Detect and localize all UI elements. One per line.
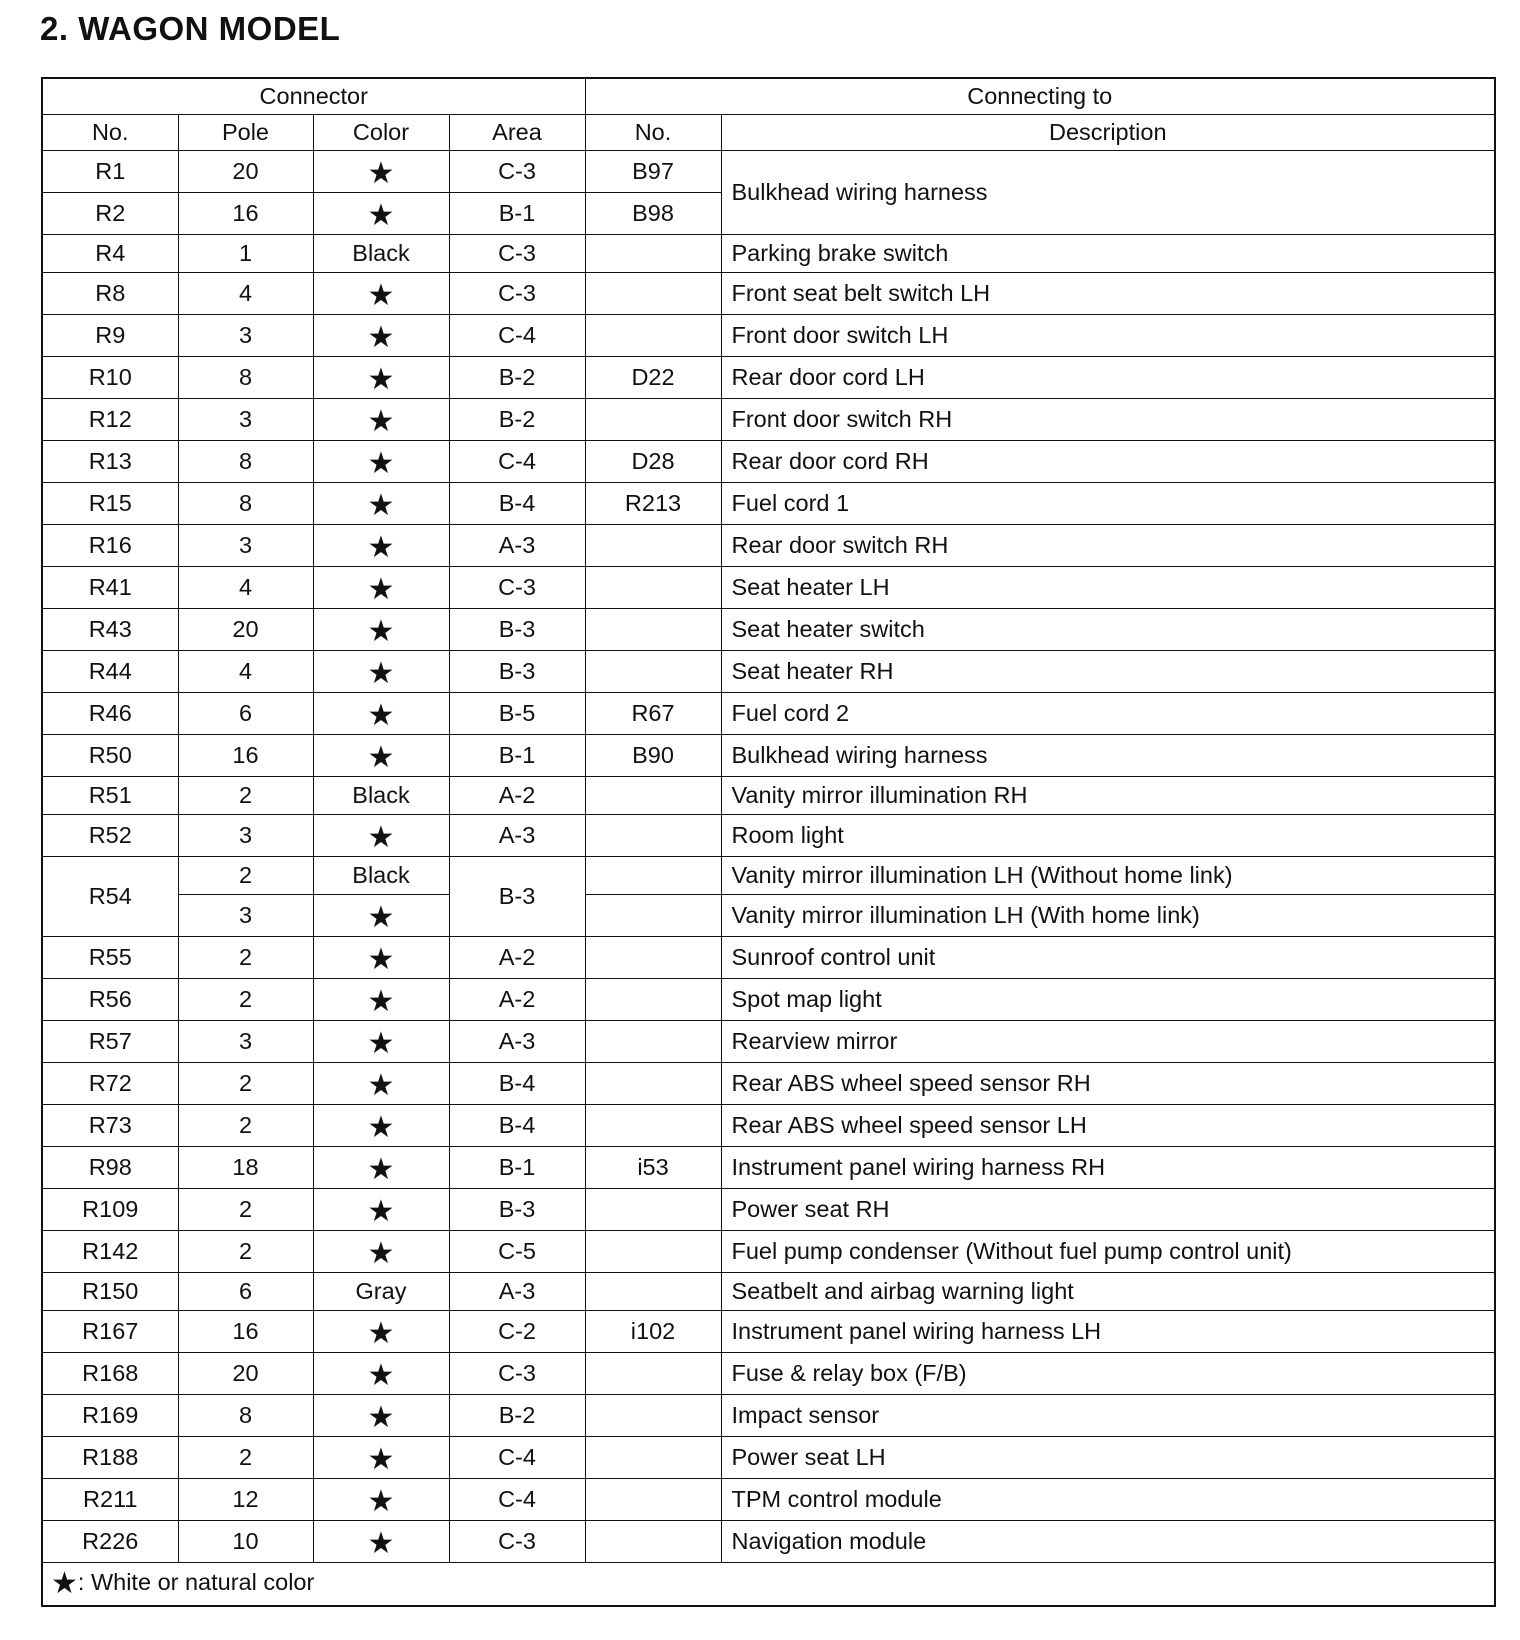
star-icon: ★: [313, 1188, 449, 1230]
table-row: [42, 1478, 1495, 1520]
cell-to-no: R67: [585, 692, 721, 734]
cell-to-no: [585, 1104, 721, 1146]
cell-area: C-4: [449, 1478, 585, 1520]
star-icon: ★: [313, 692, 449, 734]
cell-to-no: B98: [585, 192, 721, 234]
cell-description: Front door switch RH: [721, 398, 1495, 440]
cell-pole: 2: [178, 978, 313, 1020]
cell-no: R2: [42, 192, 178, 234]
cell-pole: 3: [178, 524, 313, 566]
cell-pole: 16: [178, 192, 313, 234]
cell-area: A-3: [449, 1020, 585, 1062]
cell-area: B-4: [449, 482, 585, 524]
cell-pole: 6: [178, 1272, 313, 1310]
table-row: [42, 814, 1495, 856]
cell-description: Seat heater switch: [721, 608, 1495, 650]
cell-area: B-2: [449, 398, 585, 440]
table-row: [42, 234, 1495, 272]
table-row: [42, 440, 1495, 482]
cell-no: R8: [42, 272, 178, 314]
cell-area: A-3: [449, 814, 585, 856]
cell-no: R168: [42, 1352, 178, 1394]
table-row: [42, 150, 1495, 192]
cell-description: Fuel pump condenser (Without fuel pump control unit): [721, 1230, 1495, 1272]
cell-pole: 3: [178, 894, 313, 936]
cell-pole: 12: [178, 1478, 313, 1520]
cell-to-no: [585, 1188, 721, 1230]
star-icon: ★: [313, 524, 449, 566]
cell-no: R188: [42, 1436, 178, 1478]
star-icon: ★: [313, 440, 449, 482]
header-area: Area: [449, 114, 585, 150]
footnote-text: : White or natural color: [77, 1569, 315, 1595]
star-icon: ★: [313, 1436, 449, 1478]
cell-no: R72: [42, 1062, 178, 1104]
cell-pole: 3: [178, 314, 313, 356]
star-icon: ★: [313, 482, 449, 524]
table-row: [42, 1020, 1495, 1062]
header-group-row: [42, 78, 1495, 114]
star-icon: ★: [313, 150, 449, 192]
footnote: [42, 1562, 1495, 1606]
cell-description: Seat heater LH: [721, 566, 1495, 608]
cell-to-no: [585, 1520, 721, 1562]
cell-description: Front door switch LH: [721, 314, 1495, 356]
cell-no: R211: [42, 1478, 178, 1520]
cell-area: B-1: [449, 192, 585, 234]
cell-area: C-5: [449, 1230, 585, 1272]
header-connecting-to: Connecting to: [585, 78, 1495, 114]
cell-pole: 4: [178, 272, 313, 314]
cell-to-no: [585, 936, 721, 978]
cell-area: C-3: [449, 150, 585, 192]
cell-no: R142: [42, 1230, 178, 1272]
cell-pole: 20: [178, 1352, 313, 1394]
cell-to-no: B90: [585, 734, 721, 776]
header-description: Description: [721, 114, 1495, 150]
cell-no: R57: [42, 1020, 178, 1062]
table-row: [42, 566, 1495, 608]
table-row: [42, 1188, 1495, 1230]
cell-area: C-3: [449, 1520, 585, 1562]
cell-area: B-4: [449, 1104, 585, 1146]
star-icon: ★: [313, 608, 449, 650]
cell-no: R4: [42, 234, 178, 272]
cell-description: Bulkhead wiring harness: [721, 734, 1495, 776]
cell-area: C-3: [449, 1352, 585, 1394]
cell-description: Rear door cord LH: [721, 356, 1495, 398]
cell-pole: 8: [178, 440, 313, 482]
header-no: No.: [42, 114, 178, 150]
cell-area: B-1: [449, 734, 585, 776]
table-row: [42, 1104, 1495, 1146]
cell-to-no: [585, 776, 721, 814]
star-icon: ★: [313, 272, 449, 314]
cell-description: Fuel cord 1: [721, 482, 1495, 524]
table-row: [42, 482, 1495, 524]
cell-area: A-2: [449, 776, 585, 814]
cell-pole: 16: [178, 1310, 313, 1352]
cell-pole: 2: [178, 1062, 313, 1104]
star-icon: ★: [313, 1020, 449, 1062]
cell-color: Black: [313, 856, 449, 894]
cell-pole: 20: [178, 608, 313, 650]
cell-color: Black: [313, 234, 449, 272]
cell-no: R43: [42, 608, 178, 650]
star-icon: ★: [313, 1230, 449, 1272]
cell-to-no: [585, 1272, 721, 1310]
cell-no: R1: [42, 150, 178, 192]
cell-pole: 2: [178, 1104, 313, 1146]
star-icon: ★: [313, 398, 449, 440]
table-row: [42, 936, 1495, 978]
cell-no: R46: [42, 692, 178, 734]
table-row: [42, 776, 1495, 814]
cell-description: Seatbelt and airbag warning light: [721, 1272, 1495, 1310]
table-row: [42, 1062, 1495, 1104]
cell-no: R51: [42, 776, 178, 814]
cell-description: Fuel cord 2: [721, 692, 1495, 734]
star-icon: ★: [313, 894, 449, 936]
footnote-row: [42, 1562, 1495, 1606]
cell-to-no: [585, 1352, 721, 1394]
cell-description: Rear door cord RH: [721, 440, 1495, 482]
table-row: [42, 398, 1495, 440]
table-row: [42, 1272, 1495, 1310]
cell-to-no: [585, 1230, 721, 1272]
cell-pole: 6: [178, 692, 313, 734]
cell-pole: 2: [178, 856, 313, 894]
cell-pole: 2: [178, 936, 313, 978]
cell-description: Power seat LH: [721, 1436, 1495, 1478]
cell-no: R10: [42, 356, 178, 398]
star-icon: ★: [313, 314, 449, 356]
cell-no: R12: [42, 398, 178, 440]
cell-area: B-4: [449, 1062, 585, 1104]
cell-pole: 2: [178, 1436, 313, 1478]
cell-no: R55: [42, 936, 178, 978]
cell-description: Parking brake switch: [721, 234, 1495, 272]
table-row: [42, 608, 1495, 650]
cell-description: Power seat RH: [721, 1188, 1495, 1230]
star-icon: ★: [313, 566, 449, 608]
star-icon: ★: [313, 1104, 449, 1146]
cell-to-no: D22: [585, 356, 721, 398]
star-icon: ★: [313, 734, 449, 776]
cell-area: B-3: [449, 608, 585, 650]
cell-pole: 10: [178, 1520, 313, 1562]
cell-pole: 1: [178, 234, 313, 272]
cell-pole: 16: [178, 734, 313, 776]
star-icon: ★: [313, 978, 449, 1020]
cell-no: R52: [42, 814, 178, 856]
cell-pole: 4: [178, 650, 313, 692]
cell-to-no: [585, 566, 721, 608]
cell-to-no: [585, 650, 721, 692]
cell-to-no: B97: [585, 150, 721, 192]
cell-description: Room light: [721, 814, 1495, 856]
cell-description: Sunroof control unit: [721, 936, 1495, 978]
table-row: [42, 1310, 1495, 1352]
cell-description: Rear ABS wheel speed sensor RH: [721, 1062, 1495, 1104]
cell-description: Instrument panel wiring harness LH: [721, 1310, 1495, 1352]
cell-to-no: [585, 814, 721, 856]
cell-area: C-2: [449, 1310, 585, 1352]
star-icon: ★: [313, 814, 449, 856]
table-row: [42, 894, 1495, 936]
cell-to-no: [585, 1394, 721, 1436]
cell-to-no: [585, 524, 721, 566]
cell-no: R16: [42, 524, 178, 566]
cell-description: Rearview mirror: [721, 1020, 1495, 1062]
cell-to-no: i102: [585, 1310, 721, 1352]
cell-description: Fuse & relay box (F/B): [721, 1352, 1495, 1394]
cell-to-no: [585, 1062, 721, 1104]
cell-no: R98: [42, 1146, 178, 1188]
cell-description: Instrument panel wiring harness RH: [721, 1146, 1495, 1188]
cell-description: Rear door switch RH: [721, 524, 1495, 566]
cell-area: A-3: [449, 1272, 585, 1310]
cell-description: Vanity mirror illumination LH (With home link): [721, 894, 1495, 936]
cell-area: A-3: [449, 524, 585, 566]
cell-area: A-2: [449, 978, 585, 1020]
star-icon: ★: [313, 1146, 449, 1188]
table-row: [42, 692, 1495, 734]
cell-no: R50: [42, 734, 178, 776]
cell-to-no: D28: [585, 440, 721, 482]
page-title: 2. WAGON MODEL: [40, 10, 341, 47]
cell-no: R9: [42, 314, 178, 356]
cell-no: R13: [42, 440, 178, 482]
cell-area: C-3: [449, 272, 585, 314]
table-row: [42, 1436, 1495, 1478]
star-icon: ★: [51, 1567, 78, 1600]
cell-area: A-2: [449, 936, 585, 978]
cell-pole: 4: [178, 566, 313, 608]
star-icon: ★: [313, 1062, 449, 1104]
connector-table: [41, 77, 1496, 1607]
star-icon: ★: [313, 650, 449, 692]
star-icon: ★: [313, 1478, 449, 1520]
cell-area: B-2: [449, 1394, 585, 1436]
star-icon: ★: [313, 1352, 449, 1394]
cell-no: R44: [42, 650, 178, 692]
table-row: [42, 1394, 1495, 1436]
cell-no: R150: [42, 1272, 178, 1310]
cell-pole: 20: [178, 150, 313, 192]
table-row: [42, 734, 1495, 776]
cell-description: Spot map light: [721, 978, 1495, 1020]
cell-to-no: [585, 856, 721, 894]
cell-pole: 3: [178, 398, 313, 440]
cell-no: R41: [42, 566, 178, 608]
table-row: [42, 314, 1495, 356]
star-icon: ★: [313, 1310, 449, 1352]
cell-area: B-3: [449, 856, 585, 936]
cell-pole: 3: [178, 1020, 313, 1062]
cell-no: R73: [42, 1104, 178, 1146]
cell-no: R169: [42, 1394, 178, 1436]
cell-description: Seat heater RH: [721, 650, 1495, 692]
cell-description: Front seat belt switch LH: [721, 272, 1495, 314]
cell-area: B-3: [449, 1188, 585, 1230]
star-icon: ★: [313, 356, 449, 398]
star-icon: ★: [313, 192, 449, 234]
cell-area: B-5: [449, 692, 585, 734]
cell-description: Navigation module: [721, 1520, 1495, 1562]
cell-to-no: [585, 234, 721, 272]
star-icon: ★: [313, 936, 449, 978]
cell-to-no: [585, 608, 721, 650]
cell-pole: 2: [178, 776, 313, 814]
cell-description: Bulkhead wiring harness: [721, 150, 1495, 234]
table-row: [42, 356, 1495, 398]
cell-no: R56: [42, 978, 178, 1020]
cell-area: C-3: [449, 566, 585, 608]
cell-area: C-4: [449, 314, 585, 356]
cell-description: Rear ABS wheel speed sensor LH: [721, 1104, 1495, 1146]
cell-to-no: [585, 272, 721, 314]
cell-to-no: [585, 398, 721, 440]
cell-color: Black: [313, 776, 449, 814]
table-row: [42, 650, 1495, 692]
cell-area: B-3: [449, 650, 585, 692]
table-row: [42, 1352, 1495, 1394]
cell-to-no: [585, 1436, 721, 1478]
cell-to-no: i53: [585, 1146, 721, 1188]
table-row: [42, 978, 1495, 1020]
cell-description: Vanity mirror illumination RH: [721, 776, 1495, 814]
table-row: [42, 524, 1495, 566]
cell-no: R167: [42, 1310, 178, 1352]
cell-area: B-2: [449, 356, 585, 398]
cell-description: TPM control module: [721, 1478, 1495, 1520]
star-icon: ★: [313, 1394, 449, 1436]
cell-no: R109: [42, 1188, 178, 1230]
table-row: [42, 272, 1495, 314]
cell-to-no: [585, 314, 721, 356]
header-row: [42, 114, 1495, 150]
cell-no: R15: [42, 482, 178, 524]
table-row: [42, 856, 1495, 894]
cell-area: C-3: [449, 234, 585, 272]
cell-description: Impact sensor: [721, 1394, 1495, 1436]
cell-to-no: [585, 1478, 721, 1520]
cell-pole: 18: [178, 1146, 313, 1188]
cell-pole: 8: [178, 1394, 313, 1436]
cell-color: Gray: [313, 1272, 449, 1310]
header-pole: Pole: [178, 114, 313, 150]
cell-description: Vanity mirror illumination LH (Without home link): [721, 856, 1495, 894]
cell-to-no: [585, 894, 721, 936]
cell-no: R226: [42, 1520, 178, 1562]
cell-area: B-1: [449, 1146, 585, 1188]
table-row: [42, 1520, 1495, 1562]
header-to-no: No.: [585, 114, 721, 150]
table-row: [42, 1146, 1495, 1188]
cell-area: C-4: [449, 440, 585, 482]
cell-pole: 3: [178, 814, 313, 856]
cell-pole: 2: [178, 1188, 313, 1230]
cell-pole: 8: [178, 356, 313, 398]
cell-pole: 8: [178, 482, 313, 524]
table-row: [42, 1230, 1495, 1272]
cell-to-no: [585, 978, 721, 1020]
cell-no: R54: [42, 856, 178, 936]
star-icon: ★: [313, 1520, 449, 1562]
cell-pole: 2: [178, 1230, 313, 1272]
header-connector: Connector: [42, 78, 585, 114]
cell-area: C-4: [449, 1436, 585, 1478]
cell-to-no: R213: [585, 482, 721, 524]
cell-to-no: [585, 1020, 721, 1062]
header-color: Color: [313, 114, 449, 150]
